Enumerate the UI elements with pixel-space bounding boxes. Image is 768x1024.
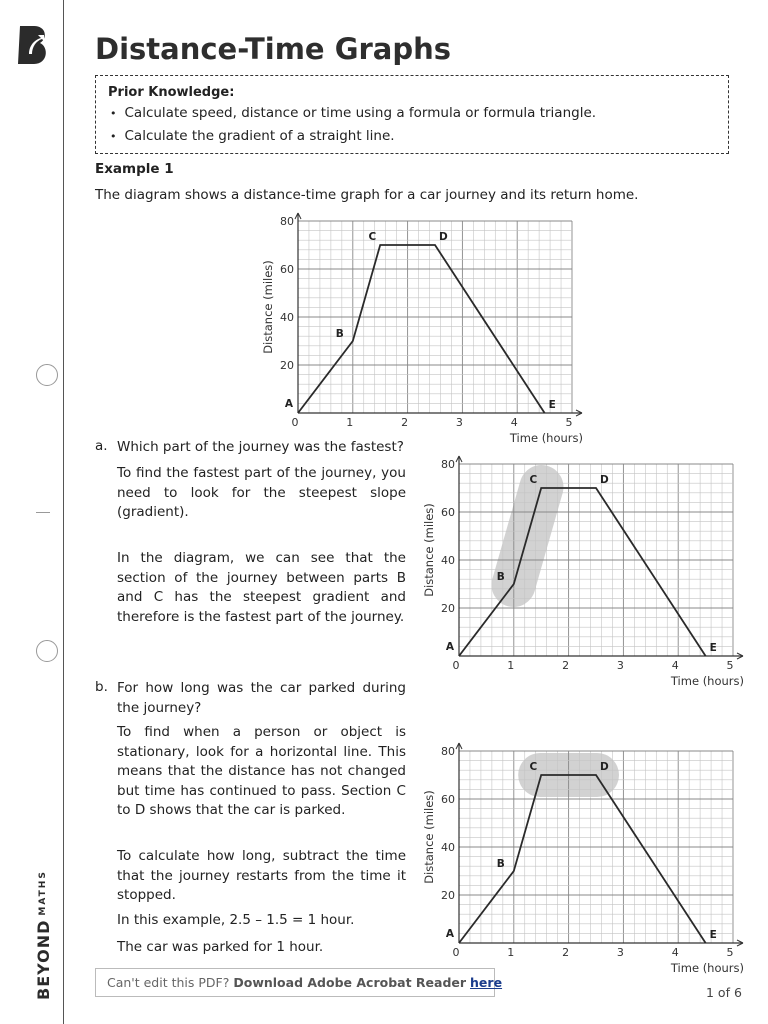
point-label-a: A — [445, 928, 454, 940]
example-intro: The diagram shows a distance-time graph for a car journey and its return home. — [95, 187, 639, 203]
point-label-d: D — [600, 474, 609, 486]
example-title: Example 1 — [95, 161, 174, 177]
point-label-c: C — [368, 231, 377, 243]
y-tick-label: 60 — [280, 263, 294, 276]
x-tick-label: 0 — [452, 659, 460, 672]
y-axis-label: Distance (miles) — [422, 790, 436, 884]
point-label-a: A — [284, 398, 293, 410]
prior-item: • Calculate the gradient of a straight line. — [110, 128, 596, 144]
brand-word-beyond: BEYOND — [34, 919, 53, 1000]
y-tick-label: 40 — [280, 311, 294, 324]
y-tick-label: 80 — [280, 215, 294, 228]
acrobat-download-text: Download Adobe Acrobat Reader — [233, 975, 467, 990]
point-label-b: B — [335, 328, 344, 340]
x-tick-label: 0 — [452, 946, 460, 959]
point-label-b: B — [496, 571, 505, 583]
prior-item: • Calculate speed, distance or time using a formula or formula triangle. — [110, 105, 596, 121]
y-tick-label: 20 — [441, 889, 455, 902]
question-a-text: Which part of the journey was the fastest? — [117, 439, 404, 455]
acrobat-banner — [95, 968, 503, 997]
y-tick-label: 80 — [441, 458, 455, 471]
x-tick-label: 3 — [616, 659, 624, 672]
y-axis-label: Distance (miles) — [261, 260, 275, 354]
y-tick-label: 40 — [441, 841, 455, 854]
point-label-d: D — [600, 761, 609, 773]
y-tick-label: 60 — [441, 793, 455, 806]
point-label-e: E — [548, 399, 556, 411]
x-axis-label: Time (hours) — [670, 674, 744, 688]
x-tick-label: 2 — [562, 946, 570, 959]
page-title: Distance-Time Graphs — [95, 32, 452, 66]
x-tick-label: 5 — [726, 946, 734, 959]
acrobat-prefix: Can't edit this PDF? — [107, 975, 230, 990]
question-b-para-1: To find when a person or object is stationary, look for a horizontal line. This means that the distance has not changed but time has continued to pass. Section C to D shows that the car is parked. — [117, 724, 406, 818]
question-a-label: a. — [95, 438, 108, 454]
y-tick-label: 40 — [441, 554, 455, 567]
question-b-para-4: The car was parked for 1 hour. — [117, 939, 324, 955]
brand-word-maths: MATHS — [38, 870, 48, 916]
question-b-label: b. — [95, 679, 108, 695]
x-tick-label: 2 — [401, 416, 409, 429]
y-tick-label: 20 — [441, 602, 455, 615]
x-tick-label: 4 — [510, 416, 518, 429]
question-b-para-2: To calculate how long, subtract the time that the journey restarts from the time it stopped. — [117, 848, 406, 903]
y-tick-label: 20 — [280, 359, 294, 372]
x-tick-label: 4 — [671, 659, 679, 672]
x-tick-label: 1 — [346, 416, 354, 429]
x-tick-label: 1 — [507, 946, 515, 959]
x-tick-label: 3 — [455, 416, 463, 429]
x-tick-label: 0 — [291, 416, 299, 429]
point-label-c: C — [529, 761, 538, 773]
point-label-e: E — [709, 642, 717, 654]
x-tick-label: 5 — [726, 659, 734, 672]
x-tick-label: 1 — [507, 659, 515, 672]
question-b-para-3: In this example, 2.5 – 1.5 = 1 hour. — [117, 912, 355, 928]
point-label-b: B — [496, 858, 505, 870]
x-tick-label: 5 — [565, 416, 573, 429]
x-tick-label: 2 — [562, 659, 570, 672]
point-label-d: D — [439, 231, 448, 243]
x-tick-label: 4 — [671, 946, 679, 959]
y-axis-label: Distance (miles) — [422, 503, 436, 597]
acrobat-download-link[interactable]: here — [470, 975, 503, 990]
question-a-para-2: In the diagram, we can see that the section of the journey between parts B and C has the steepest gradient and therefore is the fastest part of the journey. — [117, 550, 406, 625]
prior-heading: Prior Knowledge: — [108, 85, 235, 100]
x-axis-label: Time (hours) — [670, 961, 744, 975]
y-tick-label: 80 — [441, 745, 455, 758]
point-label-e: E — [709, 929, 717, 941]
question-b-text: For how long was the car parked during the journey? — [117, 680, 406, 716]
point-label-a: A — [445, 641, 454, 653]
x-tick-label: 3 — [616, 946, 624, 959]
page-number: 1 of 6 — [706, 985, 742, 1000]
point-label-c: C — [529, 474, 538, 486]
x-axis-label: Time (hours) — [509, 431, 583, 445]
y-tick-label: 60 — [441, 506, 455, 519]
question-a-para-1: To find the fastest part of the journey, you need to look for the steepest slope (gradient). — [117, 465, 406, 520]
